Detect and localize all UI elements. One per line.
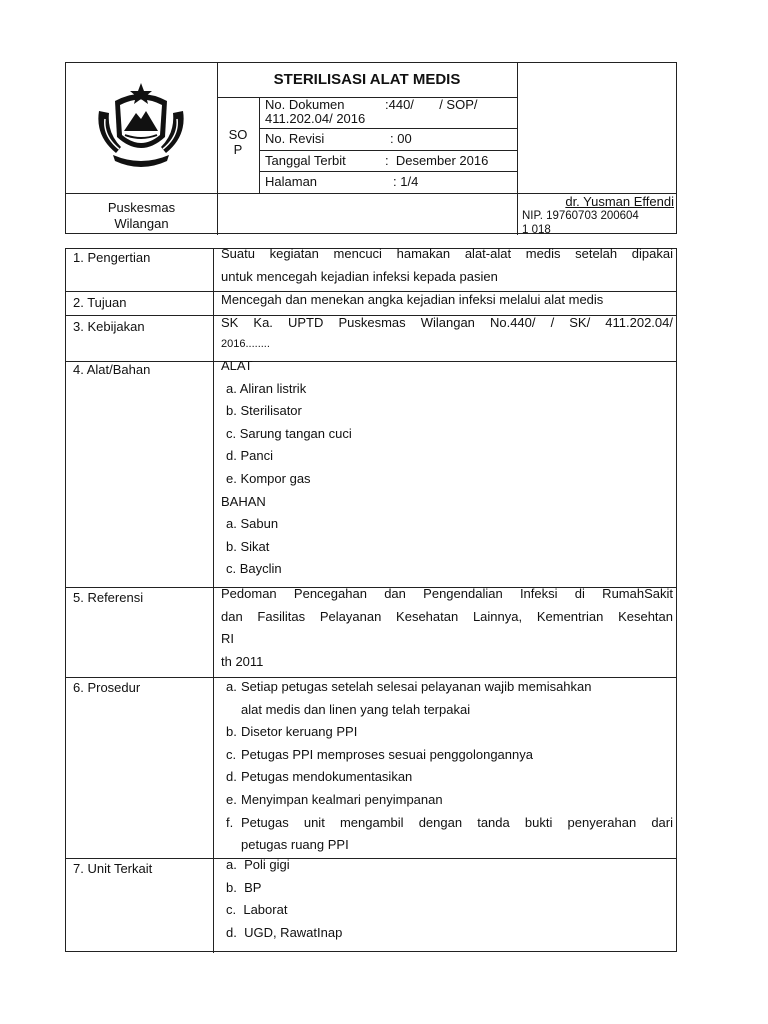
bahan-item: b. Sikat [226, 538, 270, 554]
tujuan-value [221, 292, 673, 315]
sop-label: SO P [228, 127, 248, 157]
alat-label: 4. Alat/Bahan [73, 362, 151, 377]
bahan-item: a. Sabun [226, 516, 279, 532]
unit-value [221, 857, 673, 947]
prosedur-item [221, 812, 673, 857]
pengertian-label: 1. Pengertian [73, 250, 151, 265]
prosedur-mark: a. [226, 679, 237, 694]
signer-name: dr. Yusman Effendi [565, 194, 674, 209]
org-line-2: Wilangan [114, 216, 169, 231]
alat-item: e. Kompor gas [226, 470, 311, 486]
header-table [65, 62, 677, 234]
prosedur-text: Menyimpan kealmari penyimpanan [241, 791, 443, 807]
alat-item: c. Sarung tangan cuci [226, 425, 352, 441]
page-row [265, 174, 515, 190]
org-line-1: Puskesmas [107, 200, 176, 215]
date-value: : Desember 2016 [385, 153, 489, 168]
kebijakan-line-1: SK Ka. UPTD Puskesmas Wilangan No.440/ / SK/ 411.202.04/ [221, 315, 673, 330]
rev-row [265, 131, 515, 147]
date-row [265, 153, 515, 169]
referensi-line-1: Pedoman Pencegahan dan Pengendalian Infeksi di RumahSakit [221, 586, 673, 601]
alat-item: b. Sterilisator [226, 403, 302, 419]
tujuan-line-1: Mencegah dan menekan angka kejadian infeksi melalui alat medis [221, 292, 604, 307]
bahan-heading: BAHAN [221, 493, 266, 509]
signer-nip-2: 1 018 [522, 224, 551, 236]
prosedur-item [221, 744, 673, 767]
prosedur-text: Petugas mendokumentasikan [241, 769, 413, 785]
page-label: Halaman [265, 174, 318, 189]
unit-item: b. BP [226, 879, 262, 895]
document-title: STERILISASI ALAT MEDIS [273, 71, 461, 88]
referensi-line-4: th 2011 [221, 653, 264, 669]
prosedur-text: alat medis dan linen yang telah terpakai [241, 701, 471, 717]
prosedur-mark: e. [226, 791, 237, 807]
alat-heading: ALAT [221, 358, 253, 373]
kebijakan-line-2: 2016........ [221, 337, 270, 350]
doc-no-label: No. Dokumen [265, 97, 345, 112]
prosedur-mark: b. [226, 724, 237, 740]
tujuan-label: 2. Tujuan [73, 295, 127, 310]
alat-item: d. Panci [226, 448, 273, 464]
referensi-value [221, 586, 673, 676]
page-value: : 1/4 [393, 174, 419, 189]
prosedur-value [221, 676, 673, 857]
prosedur-mark: d. [226, 769, 237, 785]
date-label: Tanggal Terbit [265, 153, 346, 168]
referensi-label: 5. Referensi [73, 590, 144, 605]
prosedur-mark: f. [226, 814, 234, 830]
doc-no-value-2: 411.202.04/ 2016 [265, 111, 366, 126]
signer-block [522, 194, 676, 237]
regency-logo [91, 81, 191, 171]
unit-item: a. Poli gigi [226, 857, 290, 872]
pengertian-line-2: untuk mencegah kejadian infeksi kepada pasien [221, 268, 498, 284]
referensi-line-3: RI [221, 631, 234, 647]
signer-nip-1: NIP. 19760703 200604 [522, 210, 639, 222]
rev-label: No. Revisi [265, 131, 325, 146]
kebijakan-label: 3. Kebijakan [73, 319, 145, 334]
prosedur-text: Setiap petugas setelah selesai pelayanan wajib memisahkan [241, 679, 592, 694]
prosedur-text: petugas ruang PPI [241, 837, 349, 853]
prosedur-item [221, 721, 673, 744]
prosedur-label: 6. Prosedur [73, 680, 141, 695]
doc-no-value: :440/ / SOP/ [385, 97, 478, 112]
prosedur-mark: c. [226, 746, 237, 762]
organization-name [66, 200, 217, 232]
unit-item: c. Laborat [226, 902, 288, 918]
bahan-item: c. Bayclin [226, 561, 282, 577]
referensi-line-2: dan Fasilitas Pelayanan Kesehatan Lainnya, Kementrian Kesehtan [221, 608, 673, 624]
unit-label: 7. Unit Terkait [73, 861, 153, 876]
rev-value: : 00 [390, 131, 412, 146]
prosedur-item [221, 789, 673, 812]
prosedur-item [221, 676, 673, 721]
pengertian-line-1: Suatu kegiatan mencuci hamakan alat-alat medis setelah dipakai [221, 246, 673, 261]
unit-item: d. UGD, RawatInap [226, 924, 343, 940]
content-table [65, 248, 677, 952]
prosedur-item [221, 766, 673, 789]
prosedur-text: Petugas unit mengambil dengan tanda bukti penyerahan dari [241, 814, 673, 830]
kebijakan-value [221, 315, 673, 360]
prosedur-text: Disetor keruang PPI [241, 724, 358, 740]
prosedur-text: Petugas PPI memproses sesuai penggolongannya [241, 746, 533, 762]
alat-item: a. Aliran listrik [226, 380, 307, 396]
doc-no-row [265, 98, 515, 126]
alat-value [221, 358, 673, 584]
pengertian-value [221, 246, 673, 291]
